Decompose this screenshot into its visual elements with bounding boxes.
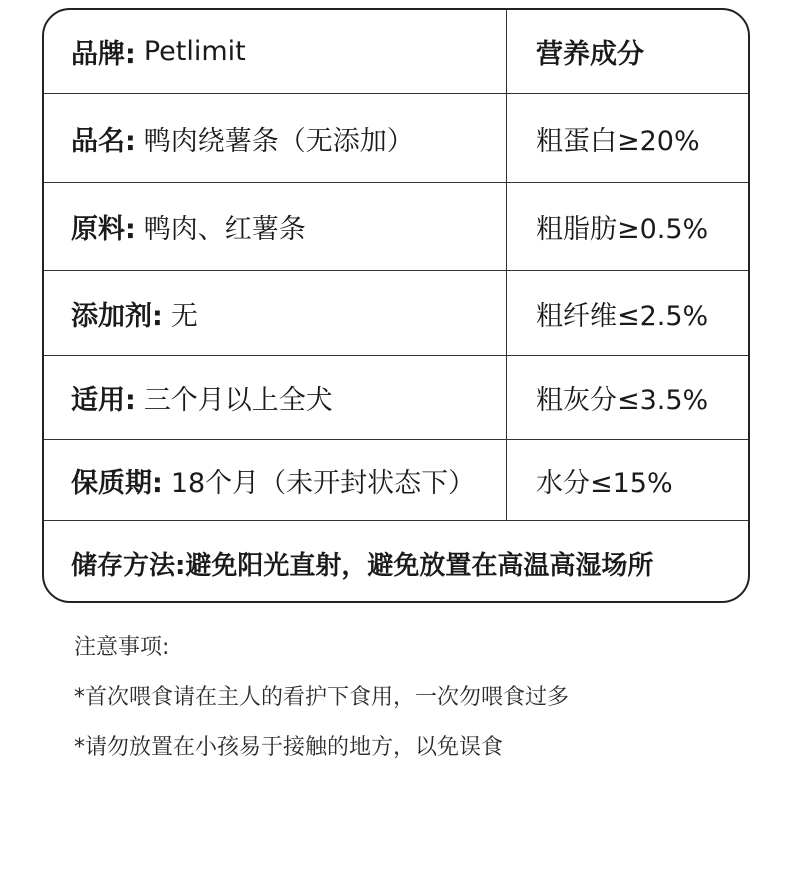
table-row [44, 183, 748, 271]
table-row [44, 94, 748, 183]
note-item: *请勿放置在小孩易于接触的地方，以免误食 [74, 735, 504, 760]
storage-instructions: 储存方法:避免阳光直射，避免放置在高温高湿场所 [71, 550, 654, 581]
nutrient-value: 粗脂肪≥0.5% [536, 214, 709, 245]
ingredients-cell [44, 183, 507, 270]
table-row [44, 440, 748, 521]
product-spec-table [42, 8, 750, 603]
row-label: 原料: [71, 214, 136, 245]
nutrient-value: 粗蛋白≥20% [536, 125, 700, 157]
nutrient-value: 粗纤维≤2.5% [536, 300, 709, 332]
row-label: 添加剂: [71, 300, 163, 332]
notes-title: 注意事项: [74, 635, 170, 660]
product-name-cell [44, 94, 507, 182]
table-header-row [44, 10, 748, 94]
row-value: 三个月以上全犬 [143, 385, 333, 416]
suitable-for-cell [44, 356, 507, 439]
row-label: 保质期: [71, 467, 163, 499]
additives-cell [44, 271, 507, 355]
note-item: *首次喂食请在主人的看护下食用，一次勿喂食过多 [74, 685, 570, 710]
nutrition-title: 营养成分 [536, 39, 644, 70]
brand-value: Petlimit [143, 36, 246, 67]
table-row [44, 356, 748, 440]
storage-row [44, 521, 748, 603]
row-label: 品名: [71, 125, 136, 157]
brand-label: 品牌: [71, 39, 136, 70]
table-row [44, 271, 748, 356]
nutrient-value: 水分≤15% [536, 467, 673, 499]
row-value: 无 [170, 300, 198, 332]
brand-cell [44, 10, 507, 93]
row-value: 18个月（未开封状态下） [170, 467, 476, 499]
shelf-life-cell [44, 440, 507, 520]
nutrient-value: 粗灰分≤3.5% [536, 385, 709, 416]
row-value: 鸭肉绕薯条（无添加） [143, 125, 414, 157]
row-label: 适用: [71, 385, 136, 416]
row-value: 鸭肉、红薯条 [143, 214, 306, 245]
